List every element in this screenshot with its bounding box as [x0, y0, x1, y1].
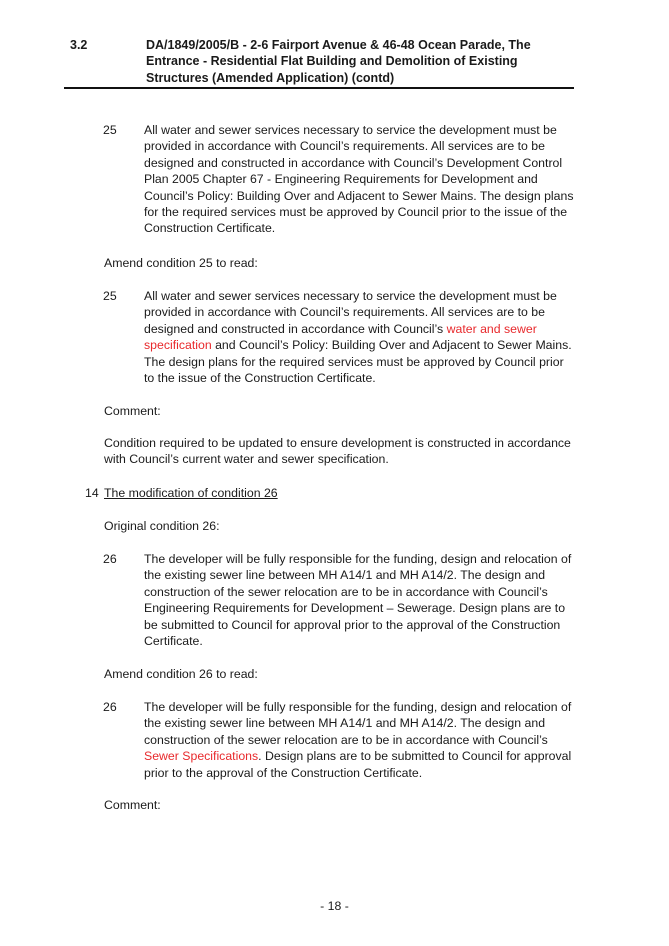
condition-number: 25: [103, 289, 117, 303]
condition-number: 26: [103, 552, 117, 566]
condition-26-amended-text: [144, 699, 576, 781]
section-number: 3.2: [70, 38, 88, 52]
amend-condition-25-label: Amend condition 25 to read:: [104, 256, 258, 270]
highlighted-text: water and sewer specification: [144, 321, 537, 353]
text-segment: The developer will be fully responsible for the funding, design and relocation of the existing sewer line between MH A14/1 and MH A14/2. The design and construction of the sewer relocation are to be in accordance with Council’s: [144, 700, 572, 747]
comment-text: Condition required to be updated to ensure development is constructed in accordance with Council’s current water and sewer specification.: [104, 436, 571, 467]
header-rule: [64, 87, 574, 89]
condition-number: 26: [103, 700, 117, 714]
condition-26-original-text: The developer will be fully responsible for the funding, design and relocation of the existing sewer line between MH A14/1 and MH A14/2. The design and construction of the sewer relocation are to be in accordance with Council’s Engineering Requirements for Development – Sewerage. Design plans are to be submitted to Council for approval prior to the approval of the Construction Certificate.: [144, 552, 572, 649]
original-condition-26-label: Original condition 26:: [104, 519, 220, 533]
highlighted-text: Sewer Specifications: [144, 749, 259, 764]
item-number: 14: [85, 486, 99, 500]
page-number: - 18 -: [320, 899, 349, 913]
text-segment: and Council’s Policy: Building Over and Adjacent to Sewer Mains. The design plans for the required services must be approved by Council prior to the issue of the Construction Certificate.: [144, 338, 572, 386]
condition-25-original-text: All water and sewer services necessary to service the development must be provided in accordance with Council’s requirements. All services are to be designed and constructed in accordance with Council’s Development Control Plan 2005 Chapter 67 - Engineering Requirements for Development and Council’s Policy: Building Over and Adjacent to Sewer Mains. The design plans for the required services must be approved by Council prior to the issue of the Construction Certificate.: [144, 123, 574, 236]
comment-label: Comment:: [104, 798, 161, 812]
section-title: DA/1849/2005/B - 2-6 Fairport Avenue & 46-48 Ocean Parade, The Entrance - Residential Flat Building and Demolition of Existing Structures (Amended Application) (contd): [146, 38, 531, 85]
text-segment: All water and sewer services necessary to service the development must be provided in accordance with Council’s requirements. All services are to be designed and constructed in accordance with Council’s: [144, 289, 557, 336]
item-title: The modification of condition 26: [104, 486, 278, 500]
comment-label: Comment:: [104, 404, 161, 418]
amend-condition-26-label: Amend condition 26 to read:: [104, 667, 258, 681]
condition-25-amended-text: [144, 288, 576, 386]
text-segment: . Design plans are to be submitted to Council for approval prior to the approval of the Construction Certificate.: [144, 749, 572, 780]
condition-number: 25: [103, 123, 117, 137]
